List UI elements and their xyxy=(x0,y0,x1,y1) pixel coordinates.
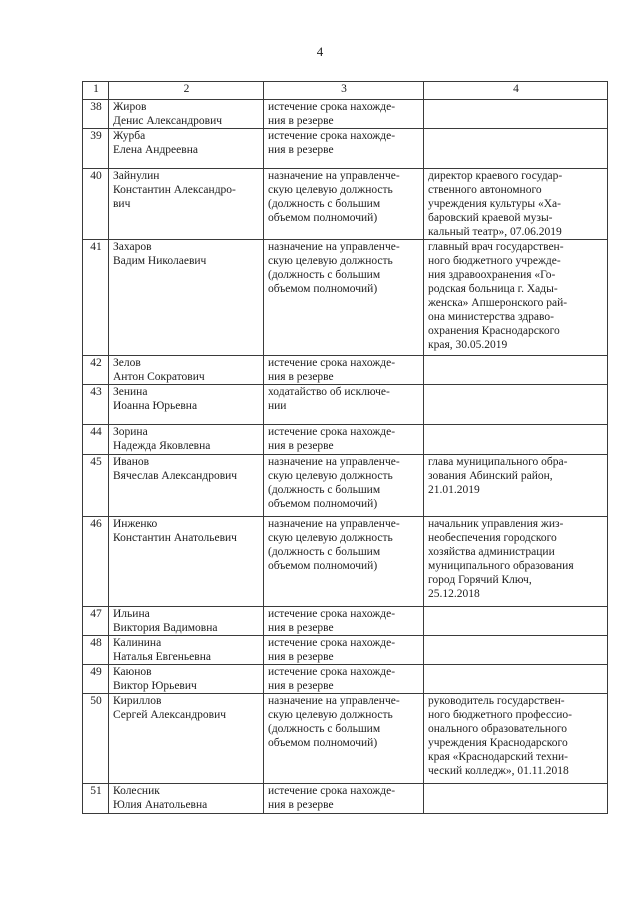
person-name-line: Вадим Николаевич xyxy=(113,255,207,267)
person-name-line: вич xyxy=(113,198,131,210)
header-col-4: 4 xyxy=(424,82,608,100)
person-name-line: Сергей Александрович xyxy=(113,709,227,721)
exclusion-reason-line: ния в резерве xyxy=(268,651,334,663)
appointed-position-line: женска» Апшеронского рай- xyxy=(428,297,568,309)
exclusion-reason-line: (должность с большим xyxy=(268,723,381,735)
appointed-position-line: ческий колледж», 01.11.2018 xyxy=(428,765,569,777)
appointed-position-line: родская больница г. Хады- xyxy=(428,283,558,295)
exclusion-reason xyxy=(264,425,424,455)
person-name xyxy=(109,694,264,784)
appointed-position-line: края «Краснодарский техни- xyxy=(428,751,569,763)
appointed-position xyxy=(424,784,608,814)
person-name-line: Виктория Вадимовна xyxy=(113,622,218,634)
person-name-line: Зенина xyxy=(113,386,148,398)
appointed-position-line: директор краевого государ- xyxy=(428,170,563,182)
table-header-row xyxy=(83,82,608,100)
appointed-position-line: зования Абинский район, xyxy=(428,470,553,482)
person-name-line: Жиров xyxy=(113,101,147,113)
table-row xyxy=(83,455,608,517)
row-number: 42 xyxy=(83,356,109,385)
table-row xyxy=(83,636,608,665)
row-number: 41 xyxy=(83,240,109,356)
appointed-position-line: ного бюджетного профессио- xyxy=(428,709,572,721)
exclusion-reason xyxy=(264,636,424,665)
exclusion-reason xyxy=(264,169,424,240)
person-name xyxy=(109,455,264,517)
table-row xyxy=(83,665,608,694)
exclusion-reason-line: истечение срока нахожде- xyxy=(268,666,396,678)
person-name-line: Константин Анатольевич xyxy=(113,532,237,544)
person-name xyxy=(109,607,264,636)
person-name-line: Ильина xyxy=(113,608,150,620)
exclusion-reason-line: скую целевую должность xyxy=(268,532,393,544)
row-number: 43 xyxy=(83,385,109,425)
table-row xyxy=(83,694,608,784)
exclusion-reason xyxy=(264,784,424,814)
person-name-line: Надежда Яковлевна xyxy=(113,440,211,452)
table-row xyxy=(83,169,608,240)
table-row xyxy=(83,240,608,356)
row-number: 39 xyxy=(83,129,109,169)
appointed-position xyxy=(424,636,608,665)
person-name-line: Наталья Евгеньевна xyxy=(113,651,211,663)
appointed-position xyxy=(424,607,608,636)
appointed-position-line: ственного автономного xyxy=(428,184,542,196)
appointed-position xyxy=(424,665,608,694)
exclusion-reason-line: истечение срока нахожде- xyxy=(268,130,396,142)
appointed-position-line: баровский краевой музы- xyxy=(428,212,553,224)
person-name-line: Захаров xyxy=(113,241,152,253)
exclusion-reason-line: объемом полномочий) xyxy=(268,283,378,295)
person-name-line: Иванов xyxy=(113,456,150,468)
header-col-3: 3 xyxy=(264,82,424,100)
person-name xyxy=(109,129,264,169)
appointed-position xyxy=(424,455,608,517)
appointed-position-line: учреждения культуры «Ха- xyxy=(428,198,561,210)
exclusion-reason-line: (должность с большим xyxy=(268,269,381,281)
person-name-line: Денис Александрович xyxy=(113,115,223,127)
person-name-line: Юлия Анатольевна xyxy=(113,799,208,811)
exclusion-reason-line: (должность с большим xyxy=(268,198,381,210)
row-number: 47 xyxy=(83,607,109,636)
person-name-line: Журба xyxy=(113,130,146,142)
appointed-position-line: руководитель государствен- xyxy=(428,695,565,707)
table-row xyxy=(83,784,608,814)
row-number: 44 xyxy=(83,425,109,455)
exclusion-reason-line: истечение срока нахожде- xyxy=(268,101,396,113)
appointed-position xyxy=(424,100,608,129)
exclusion-reason-line: истечение срока нахожде- xyxy=(268,426,396,438)
row-number: 48 xyxy=(83,636,109,665)
table-row xyxy=(83,385,608,425)
person-name xyxy=(109,425,264,455)
table-row xyxy=(83,607,608,636)
exclusion-reason-line: объемом полномочий) xyxy=(268,498,378,510)
person-name-line: Каюнов xyxy=(113,666,152,678)
exclusion-reason-line: ния в резерве xyxy=(268,115,334,127)
exclusion-reason xyxy=(264,129,424,169)
person-name-line: Инженко xyxy=(113,518,158,530)
person-name-line: Кириллов xyxy=(113,695,162,707)
row-number: 45 xyxy=(83,455,109,517)
appointed-position-line: края, 30.05.2019 xyxy=(428,339,508,351)
exclusion-reason-line: назначение на управленче- xyxy=(268,518,400,530)
appointed-position xyxy=(424,240,608,356)
exclusion-reason xyxy=(264,665,424,694)
person-name-line: Виктор Юрьевич xyxy=(113,680,197,692)
appointed-position-line: она министерства здраво- xyxy=(428,311,554,323)
exclusion-reason-line: истечение срока нахожде- xyxy=(268,608,396,620)
appointed-position-line: ного бюджетного учрежде- xyxy=(428,255,561,267)
exclusion-reason-line: истечение срока нахожде- xyxy=(268,785,396,797)
person-name xyxy=(109,100,264,129)
exclusion-reason-line: объемом полномочий) xyxy=(268,212,378,224)
exclusion-reason-line: ния в резерве xyxy=(268,371,334,383)
exclusion-reason-line: ния в резерве xyxy=(268,440,334,452)
exclusion-reason xyxy=(264,694,424,784)
header-col-1: 1 xyxy=(83,82,109,100)
exclusion-reason xyxy=(264,100,424,129)
exclusion-reason-line: (должность с большим xyxy=(268,546,381,558)
appointed-position xyxy=(424,129,608,169)
exclusion-reason-line: назначение на управленче- xyxy=(268,241,400,253)
exclusion-reason-line: ния в резерве xyxy=(268,622,334,634)
person-name-line: Елена Андреевна xyxy=(113,144,198,156)
exclusion-reason-line: ния в резерве xyxy=(268,799,334,811)
person-name xyxy=(109,356,264,385)
reserve-table xyxy=(82,81,608,814)
header-col-2: 2 xyxy=(109,82,264,100)
appointed-position-line: главный врач государствен- xyxy=(428,241,564,253)
person-name xyxy=(109,636,264,665)
person-name-line: Иоанна Юрьевна xyxy=(113,400,198,412)
row-number: 51 xyxy=(83,784,109,814)
exclusion-reason-line: ходатайство об исключе- xyxy=(268,386,390,398)
appointed-position-line: ния здравоохранения «Го- xyxy=(428,269,556,281)
exclusion-reason-line: (должность с большим xyxy=(268,484,381,496)
appointed-position-line: 21.01.2019 xyxy=(428,484,480,496)
exclusion-reason xyxy=(264,517,424,607)
exclusion-reason-line: скую целевую должность xyxy=(268,184,393,196)
appointed-position-line: глава муниципального обра- xyxy=(428,456,568,468)
appointed-position-line: кальный театр», 07.06.2019 xyxy=(428,226,562,238)
person-name-line: Константин Александро- xyxy=(113,184,236,196)
exclusion-reason-line: назначение на управленче- xyxy=(268,170,400,182)
appointed-position-line: охранения Краснодарского xyxy=(428,325,560,337)
exclusion-reason-line: истечение срока нахожде- xyxy=(268,357,396,369)
table-row xyxy=(83,129,608,169)
exclusion-reason xyxy=(264,607,424,636)
exclusion-reason-line: назначение на управленче- xyxy=(268,456,400,468)
appointed-position-line: муниципального образования xyxy=(428,560,574,572)
appointed-position-line: 25.12.2018 xyxy=(428,588,480,600)
exclusion-reason-line: нии xyxy=(268,400,287,412)
person-name-line: Зайнулин xyxy=(113,170,160,182)
appointed-position-line: начальник управления жиз- xyxy=(428,518,564,530)
person-name-line: Колесник xyxy=(113,785,160,797)
exclusion-reason-line: ния в резерве xyxy=(268,144,334,156)
appointed-position-line: онального образовательного xyxy=(428,723,568,735)
table-row xyxy=(83,425,608,455)
row-number: 49 xyxy=(83,665,109,694)
person-name xyxy=(109,240,264,356)
exclusion-reason-line: объемом полномочий) xyxy=(268,560,378,572)
person-name xyxy=(109,665,264,694)
appointed-position-line: город Горячий Ключ, xyxy=(428,574,532,586)
appointed-position-line: необеспечения городского xyxy=(428,532,557,544)
exclusion-reason xyxy=(264,240,424,356)
person-name xyxy=(109,784,264,814)
exclusion-reason xyxy=(264,356,424,385)
appointed-position-line: учреждения Краснодарского xyxy=(428,737,568,749)
exclusion-reason-line: объемом полномочий) xyxy=(268,737,378,749)
table-row xyxy=(83,100,608,129)
exclusion-reason-line: ния в резерве xyxy=(268,680,334,692)
person-name xyxy=(109,169,264,240)
exclusion-reason xyxy=(264,385,424,425)
exclusion-reason-line: скую целевую должность xyxy=(268,470,393,482)
appointed-position xyxy=(424,425,608,455)
exclusion-reason-line: истечение срока нахожде- xyxy=(268,637,396,649)
person-name-line: Антон Сократович xyxy=(113,371,205,383)
table-row xyxy=(83,517,608,607)
row-number: 50 xyxy=(83,694,109,784)
person-name-line: Вячеслав Александрович xyxy=(113,470,238,482)
table-row xyxy=(83,356,608,385)
row-number: 38 xyxy=(83,100,109,129)
person-name xyxy=(109,517,264,607)
appointed-position xyxy=(424,169,608,240)
person-name-line: Зелов xyxy=(113,357,141,369)
person-name xyxy=(109,385,264,425)
row-number: 46 xyxy=(83,517,109,607)
exclusion-reason-line: скую целевую должность xyxy=(268,709,393,721)
person-name-line: Калинина xyxy=(113,637,162,649)
exclusion-reason-line: скую целевую должность xyxy=(268,255,393,267)
appointed-position xyxy=(424,517,608,607)
exclusion-reason-line: назначение на управленче- xyxy=(268,695,400,707)
appointed-position xyxy=(424,694,608,784)
appointed-position xyxy=(424,356,608,385)
appointed-position xyxy=(424,385,608,425)
exclusion-reason xyxy=(264,455,424,517)
page-number: 4 xyxy=(316,44,324,59)
row-number: 40 xyxy=(83,169,109,240)
appointed-position-line: хозяйства администрации xyxy=(428,546,555,558)
person-name-line: Зорина xyxy=(113,426,148,438)
